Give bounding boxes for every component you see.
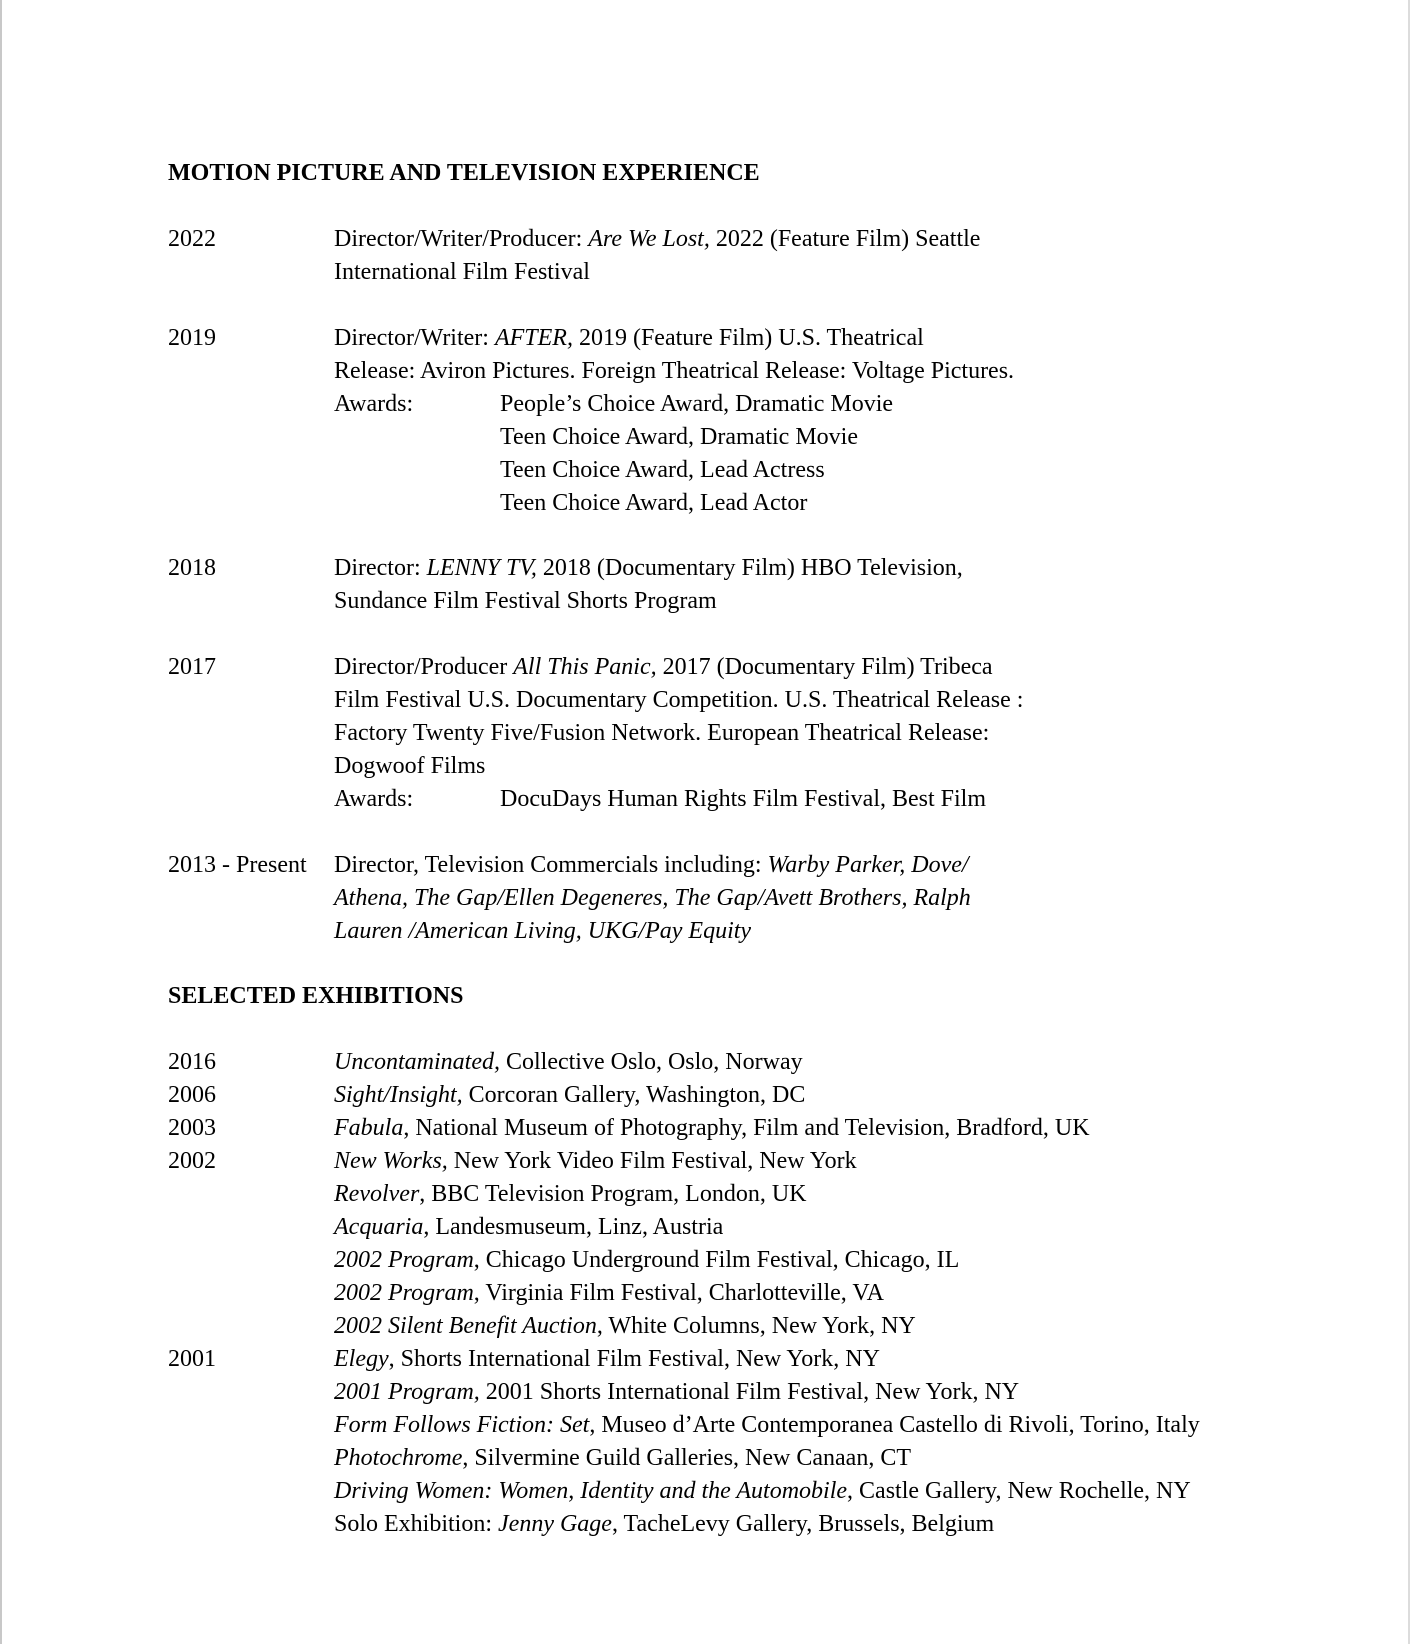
exhibition-title: Form Follows Fiction: Set (334, 1412, 590, 1438)
commercial-titles: Warby Parker, Dove/ (767, 852, 969, 878)
awards-list (500, 388, 1208, 520)
film-title: AFTER, (494, 325, 573, 351)
motion-picture-heading: MOTION PICTURE AND TELEVISION EXPERIENCE (168, 160, 760, 186)
exhibition-row (168, 1277, 1228, 1310)
exhibitions-list (168, 1046, 1228, 1541)
exhibition-venue: , White Columns, New York, NY (596, 1313, 916, 1339)
awards-list (500, 783, 1208, 816)
entry-2018 (168, 552, 1208, 618)
entry-line-1 (334, 223, 1208, 256)
award-item: Teen Choice Award, Dramatic Movie (500, 424, 858, 450)
award-item: People’s Choice Award, Dramatic Movie (500, 391, 894, 417)
entry-line-3: Factory Twenty Five/Fusion Network. European Theatrical Release: (334, 720, 990, 746)
exhibition-venue: , Castle Gallery, New Rochelle, NY (847, 1478, 1191, 1504)
exhibition-title: 2002 Program (334, 1247, 474, 1273)
exhibition-year (168, 1442, 334, 1475)
exhibition-venue: , BBC Television Program, London, UK (419, 1181, 807, 1207)
exhibition-row (168, 1475, 1228, 1508)
exhibition-year: 2002 (168, 1148, 216, 1174)
entry-line-2: International Film Festival (334, 259, 590, 285)
exhibition-year (168, 1277, 334, 1310)
entry-2017 (168, 651, 1208, 816)
exhibition-row (168, 1310, 1228, 1343)
film-title: Are We Lost, (588, 226, 710, 252)
role-text: Director/Writer: (334, 325, 495, 351)
role-text: Director/Producer (334, 654, 514, 680)
role-text: Director: (334, 555, 427, 581)
exhibition-year (168, 1376, 334, 1409)
exhibition-title: Sight/Insight, (334, 1082, 463, 1108)
exhibition-title: Acquaria (334, 1214, 424, 1240)
exhibition-year: 2001 (168, 1346, 216, 1372)
details-text: 2019 (Feature Film) U.S. Theatrical (572, 325, 924, 351)
entry-line-1 (334, 322, 1208, 355)
exhibition-venue: 2001 Shorts International Film Festival, New York, NY (479, 1379, 1020, 1405)
exhibition-title: New Works, (334, 1148, 448, 1174)
exhibition-title: Photochrome (334, 1445, 463, 1471)
exhibition-prefix: Solo Exhibition: (334, 1511, 499, 1537)
exhibition-year: 2003 (168, 1115, 216, 1141)
exhibition-year (168, 1211, 334, 1244)
awards-label: Awards: (334, 391, 414, 417)
exhibition-venue: Collective Oslo, Oslo, Norway (499, 1049, 803, 1075)
role-text: Director, Television Commercials including: (334, 852, 768, 878)
exhibition-venue: Corcoran Gallery, Washington, DC (462, 1082, 806, 1108)
exhibition-row (168, 1079, 1228, 1112)
exhibition-row (168, 1046, 1228, 1079)
exhibition-year (168, 1508, 334, 1541)
entry-line-1 (334, 849, 1208, 882)
exhibition-venue: New York Video Film Festival, New York (447, 1148, 857, 1174)
details-text: 2018 (Documentary Film) HBO Television, (536, 555, 963, 581)
entry-line-1 (334, 651, 1208, 684)
entry-year: 2022 (168, 226, 216, 252)
entry-line-3: Lauren /American Living, UKG/Pay Equity (334, 918, 752, 944)
entry-year: 2018 (168, 555, 216, 581)
exhibition-venue: , Chicago Underground Film Festival, Chicago, IL (473, 1247, 960, 1273)
exhibition-title: Fabula (334, 1115, 404, 1141)
exhibition-row (168, 1442, 1228, 1475)
entry-year: 2019 (168, 325, 216, 351)
exhibition-title: 2001 Program, (334, 1379, 480, 1405)
entry-line-2: Release: Aviron Pictures. Foreign Theatrical Release: Voltage Pictures. (334, 358, 1015, 384)
exhibition-title: 2002 Program (334, 1280, 474, 1306)
exhibition-row (168, 1244, 1228, 1277)
details-text: 2017 (Documentary Film) Tribeca (656, 654, 993, 680)
awards-block (334, 783, 1208, 816)
details-text: 2022 (Feature Film) Seattle (709, 226, 981, 252)
exhibitions-heading: SELECTED EXHIBITIONS (168, 983, 464, 1009)
exhibition-title: Jenny Gage (498, 1511, 612, 1537)
exhibition-year: 2016 (168, 1049, 216, 1075)
exhibition-title: Driving Women: Women, Identity and the Automobile (334, 1478, 848, 1504)
exhibition-row (168, 1343, 1228, 1376)
exhibition-year (168, 1178, 334, 1211)
exhibition-row (168, 1508, 1228, 1541)
exhibition-venue: , Shorts International Film Festival, New York, NY (388, 1346, 880, 1372)
exhibition-venue: , Museo d’Arte Contemporanea Castello di Rivoli, Torino, Italy (589, 1412, 1200, 1438)
entry-line-1 (334, 552, 1208, 585)
exhibition-year (168, 1244, 334, 1277)
entry-year: 2017 (168, 654, 216, 680)
exhibition-row (168, 1178, 1228, 1211)
exhibition-year (168, 1310, 334, 1343)
exhibition-row (168, 1145, 1228, 1178)
entry-year: 2013 - Present (168, 852, 307, 878)
exhibition-venue: , National Museum of Photography, Film and Television, Bradford, UK (403, 1115, 1090, 1141)
exhibition-title: Uncontaminated, (334, 1049, 500, 1075)
exhibition-title: Elegy (334, 1346, 389, 1372)
entry-line-2: Film Festival U.S. Documentary Competition. U.S. Theatrical Release : (334, 687, 1024, 713)
film-title: All This Panic, (513, 654, 657, 680)
exhibition-row (168, 1376, 1228, 1409)
exhibition-title: Revolver (334, 1181, 420, 1207)
exhibition-year (168, 1409, 334, 1442)
film-title: LENNY TV, (426, 555, 537, 581)
awards-block (334, 388, 1208, 520)
exhibition-row (168, 1211, 1228, 1244)
exhibition-year (168, 1475, 334, 1508)
exhibition-venue: , TacheLevy Gallery, Brussels, Belgium (611, 1511, 995, 1537)
awards-label: Awards: (334, 786, 414, 812)
exhibition-venue: , Landesmuseum, Linz, Austria (423, 1214, 724, 1240)
exhibition-row (168, 1409, 1228, 1442)
entry-2019 (168, 322, 1208, 520)
award-item: Teen Choice Award, Lead Actor (500, 490, 808, 516)
exhibition-year: 2006 (168, 1082, 216, 1108)
entry-line-2: Sundance Film Festival Shorts Program (334, 588, 717, 614)
entry-line-2: Athena, The Gap/Ellen Degeneres, The Gap/Avett Brothers, Ralph (334, 885, 971, 911)
award-item: Teen Choice Award, Lead Actress (500, 457, 825, 483)
exhibition-row (168, 1112, 1228, 1145)
exhibition-venue: , Virginia Film Festival, Charlotteville, VA (473, 1280, 884, 1306)
exhibition-venue: , Silvermine Guild Galleries, New Canaan, CT (462, 1445, 911, 1471)
role-text: Director/Writer/Producer: (334, 226, 589, 252)
award-item: DocuDays Human Rights Film Festival, Best Film (500, 786, 987, 812)
entry-2013-present (168, 849, 1208, 948)
entry-2022 (168, 223, 1208, 289)
entry-line-4: Dogwoof Films (334, 753, 486, 779)
exhibition-title: 2002 Silent Benefit Auction (334, 1313, 597, 1339)
